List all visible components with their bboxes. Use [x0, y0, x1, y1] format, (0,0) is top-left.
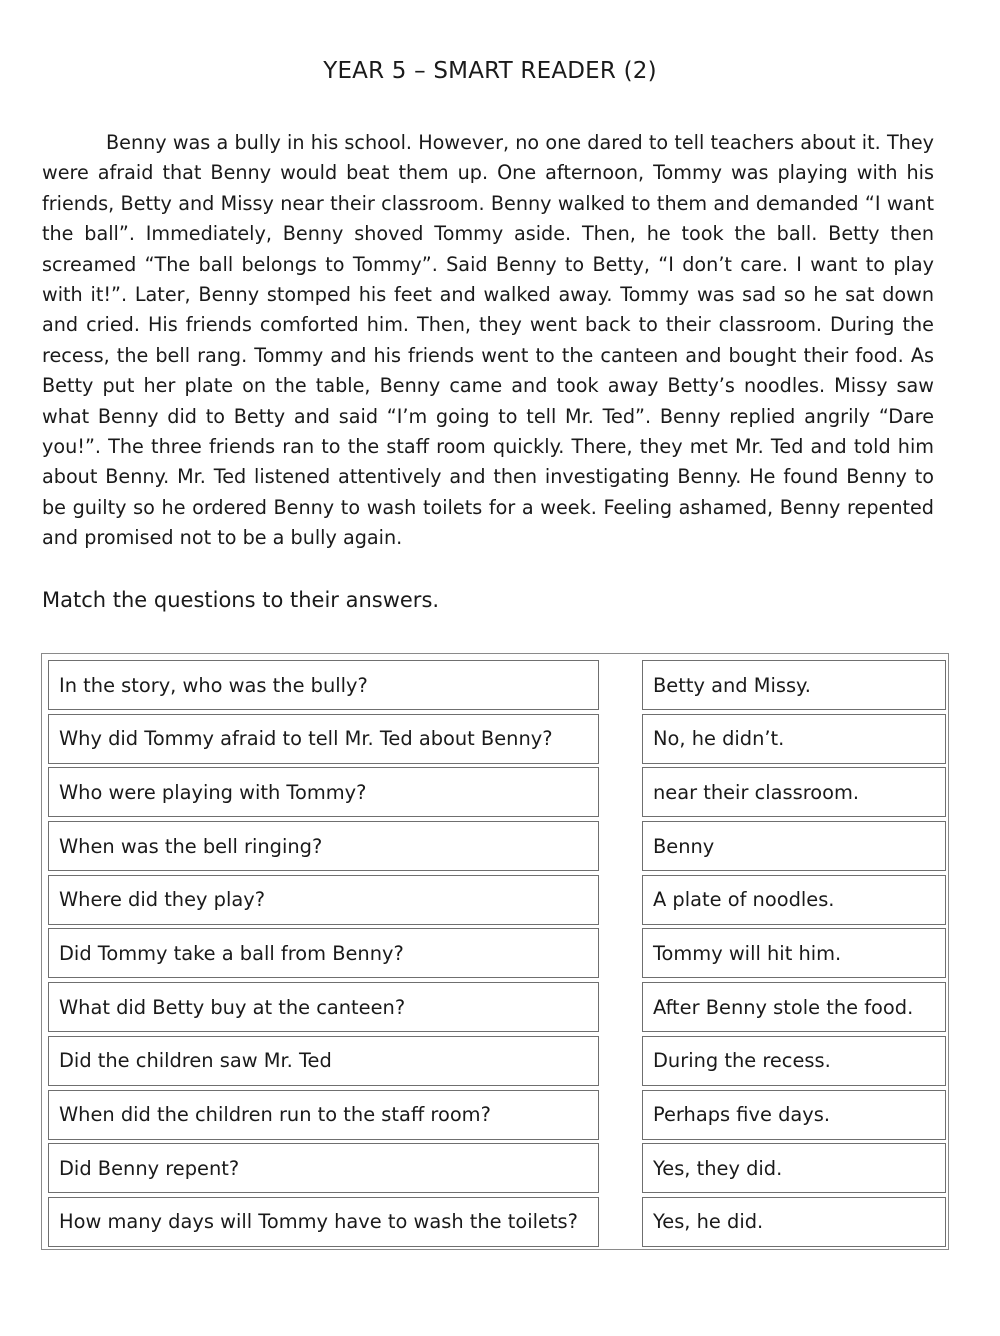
worksheet-title: YEAR 5 – SMART READER (2): [323, 58, 657, 84]
question-box[interactable]: In the story, who was the bully?: [48, 660, 599, 710]
answer-box[interactable]: After Benny stole the food.: [642, 982, 946, 1032]
story-passage: Benny was a bully in his school. However, no one dared to tell teachers about it. They were afraid that Benny would beat them up. One afternoon, Tommy was playing with his friends, Betty and Missy near their classroom. Benny walked to them and demanded “I want the ball”. Immediately, Benny shoved Tommy aside. Then, he took the ball. Betty then screamed “The ball belongs to Tommy”. Said Benny to Betty, “I don’t care. I want to play with it!”. Later, Benny stomped his feet and walked away. Tommy was sad so he sat down and cried. His friends comforted him. Then, they went back to their classroom. During the recess, the bell rang. Tommy and his friends went to the canteen and bought their food. As Betty put her plate on the table, Benny came and took away Betty’s noodles. Missy saw what Benny did to Betty and said “I’m going to tell Mr. Ted”. Benny replied angrily “Dare you!”. The three friends ran to the staff room quickly. There, they met Mr. Ted and told him about Benny. Mr. Ted listened attentively and then investigating Benny. He found Benny to be guilty so he ordered Benny to wash toilets for a week. Feeling ashamed, Benny repented and promised not to be a bully again.: [42, 131, 934, 550]
answer-box[interactable]: Perhaps five days.: [642, 1090, 946, 1140]
answer-box[interactable]: near their classroom.: [642, 767, 946, 817]
question-box[interactable]: How many days will Tommy have to wash the toilets?: [48, 1197, 599, 1247]
question-box[interactable]: Why did Tommy afraid to tell Mr. Ted about Benny?: [48, 714, 599, 764]
question-box[interactable]: Who were playing with Tommy?: [48, 767, 599, 817]
answer-list: [642, 660, 946, 1251]
answer-box[interactable]: Betty and Missy.: [642, 660, 946, 710]
answer-box[interactable]: Benny: [642, 821, 946, 871]
question-box[interactable]: Did the children saw Mr. Ted: [48, 1036, 599, 1086]
answer-box[interactable]: During the recess.: [642, 1036, 946, 1086]
answer-box[interactable]: Yes, they did.: [642, 1143, 946, 1193]
question-box[interactable]: Did Tommy take a ball from Benny?: [48, 928, 599, 978]
question-list: [48, 660, 599, 1251]
answer-box[interactable]: Yes, he did.: [642, 1197, 946, 1247]
question-box[interactable]: Where did they play?: [48, 875, 599, 925]
answer-box[interactable]: No, he didn’t.: [642, 714, 946, 764]
question-box[interactable]: What did Betty buy at the canteen?: [48, 982, 599, 1032]
question-box[interactable]: Did Benny repent?: [48, 1143, 599, 1193]
instruction-text: Match the questions to their answers.: [42, 588, 440, 612]
answer-box[interactable]: A plate of noodles.: [642, 875, 946, 925]
answer-box[interactable]: Tommy will hit him.: [642, 928, 946, 978]
question-box[interactable]: When was the bell ringing?: [48, 821, 599, 871]
question-box[interactable]: When did the children run to the staff room?: [48, 1090, 599, 1140]
